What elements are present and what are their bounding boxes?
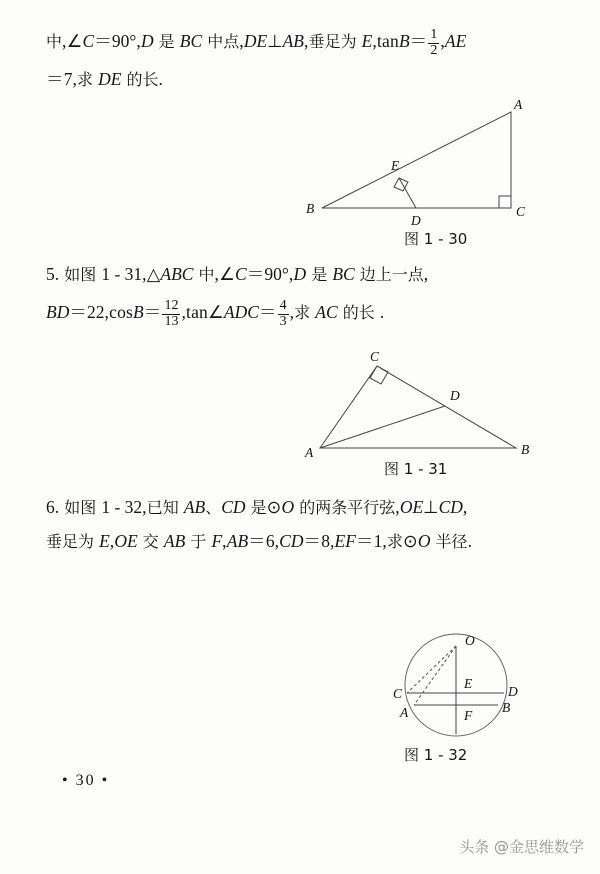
text-run: . [379,302,385,322]
text-run: EF [334,531,356,551]
text-run: 垂足为 [46,532,100,551]
text-run: 、 [205,498,222,517]
text-run: 6. [46,497,60,517]
text-run: ⊙ [266,497,282,517]
text-run: , [382,531,387,551]
figure-1-32-caption: 图 1 - 32 [404,746,468,764]
text-run: AB [282,31,304,51]
text-run: 是 [153,32,180,51]
text-run: , [136,31,141,51]
text-run: D [140,31,154,51]
text-run: 如图 [59,498,102,517]
text-run: ＝ [46,69,64,89]
figure-1-32 [392,626,532,744]
text-run: AB [226,531,249,551]
text-run: , [274,531,280,551]
figure-1-30-label-A: A [514,97,523,112]
text-run: , [372,31,377,51]
text-run: △ [146,264,161,284]
text-run: , [142,497,147,517]
text-run: ABC [160,264,194,284]
text-run: E [99,531,110,551]
text-run: , [462,497,468,517]
text-run: F [211,531,223,551]
text-run: 已知 [146,498,184,517]
text-run: ADC [223,302,259,322]
text-run: BC [179,31,203,51]
text-run: 垂足为 [308,32,362,51]
text-run: . [467,531,473,551]
text-run: ∠ [208,302,224,322]
text-run: AE [444,31,467,51]
text-run: OE [114,531,138,551]
text-run: 1 [373,531,383,551]
fraction: $\frac{4}{3}$ [279,298,287,329]
text-run: 是 [306,265,333,284]
text-run: ＝ [69,302,88,322]
text-run: ＝ [248,531,266,551]
text-run: C [82,31,95,51]
problem-6-line-2 [46,522,472,561]
text-run: AC [315,302,338,322]
fraction: $\frac{12}{13}$ [164,298,179,329]
text-run: B [133,302,144,322]
figure-1-31-caption: 图 1 - 31 [384,460,448,478]
text-run: 的两条平行弦 [294,498,396,517]
text-run: . [158,69,164,89]
text-run: , [72,69,78,89]
text-run: cos [109,302,134,322]
text-run: 中点 [202,32,240,51]
text-run: 是 [245,498,267,517]
text-run: , [181,302,187,322]
figure-1-32-label-F: F [464,708,473,723]
watermark: 头条 @金思维数学 [459,838,584,856]
figure-1-30-label-C: C [516,204,526,219]
problem-4-line-1 [46,22,466,61]
figure-1-31 [300,348,540,460]
figure-1-32-label-A: A [400,705,409,720]
text-run: 22 [87,302,105,322]
text-run: 8 [321,531,330,551]
text-run: 求 [386,532,403,551]
text-run: 90° [264,264,289,284]
figure-1-30-label-B: B [306,201,315,216]
text-run: 6 [265,531,275,551]
text-run: 交 [137,532,164,551]
text-run: O [417,531,431,551]
text-run: B [398,31,410,51]
text-run: O [281,497,295,517]
text-run: , [440,31,445,51]
text-run: ∠ [219,264,236,284]
text-run: ＝ [303,531,322,551]
text-run: ⊥ [267,31,283,51]
text-run: 边上一点 [354,265,424,284]
text-run: , [395,497,400,517]
fraction: $\frac{1}{2}$ [430,27,438,58]
figure-1-32-label-O: O [465,633,475,648]
figure-1-31-label-C: C [370,349,380,364]
problem-5-line-2 [46,293,384,332]
text-run: OE [399,497,424,517]
text-run: ⊥ [423,497,439,517]
text-run: CD [221,497,246,517]
text-run: ⊙ [402,531,418,551]
text-run: , [104,302,110,322]
text-run: tan [376,31,399,51]
text-run: ＝ [246,264,265,284]
text-run: , [304,31,309,51]
figure-1-30-caption: 图 1 - 30 [404,230,468,248]
text-run: 5. [46,264,60,284]
text-run: E [361,31,373,51]
text-run: , [239,31,244,51]
text-run: , [329,531,335,551]
figure-1-30-label-E: E [391,158,400,173]
text-run: ∠ [66,31,83,51]
text-run: , [289,302,295,322]
figure-1-30-label-D: D [411,213,421,228]
text-run: tan [186,302,209,322]
figure-1-30 [300,97,540,228]
figure-1-31-label-D: D [450,388,460,403]
text-run: 90° [111,31,137,51]
text-run: 于 [185,532,212,551]
text-run: 如图 [59,265,102,284]
text-run: , [423,264,429,284]
text-run: AB [183,497,206,517]
text-run: 的长 [121,70,159,89]
text-run: 7 [63,69,73,89]
figure-1-32-label-C: C [393,686,403,701]
figure-1-32-label-B: B [502,700,511,715]
figure-1-31-label-A: A [305,445,314,460]
text-run: 的长 [337,303,380,322]
text-run: , [288,264,294,284]
text-run: BC [332,264,355,284]
text-run: , [109,531,115,551]
problem-4-line-2 [46,60,163,99]
text-run: BD [46,302,70,322]
text-run: DE [243,31,268,51]
text-run: 1 - 32 [101,497,143,517]
text-run: ＝ [143,302,162,322]
text-run: CD [438,497,463,517]
text-run: ＝ [94,31,112,51]
text-run: 中 [193,265,215,284]
text-run: DE [98,69,122,89]
text-run: D [293,264,307,284]
text-run: , [222,531,227,551]
text-run: , [214,264,220,284]
problem-5-line-1 [46,255,428,294]
text-run: ＝ [355,531,374,551]
figure-1-32-label-D: D [508,684,518,699]
text-run: ＝ [409,31,428,51]
text-run: CD [279,531,304,551]
text-run: 半径 [430,532,468,551]
text-run: 1 - 31 [101,264,143,284]
text-run: 中 [46,32,63,51]
text-run: , [62,31,67,51]
text-run: , [142,264,147,284]
text-run: 求 [294,303,316,322]
text-run: AB [163,531,186,551]
text-run: C [235,264,247,284]
figure-1-32-label-E: E [464,676,473,691]
text-run: 求 [77,70,99,89]
page-number: • 30 • [62,772,110,789]
figure-1-31-label-B: B [521,442,530,457]
text-run: ＝ [258,302,277,322]
